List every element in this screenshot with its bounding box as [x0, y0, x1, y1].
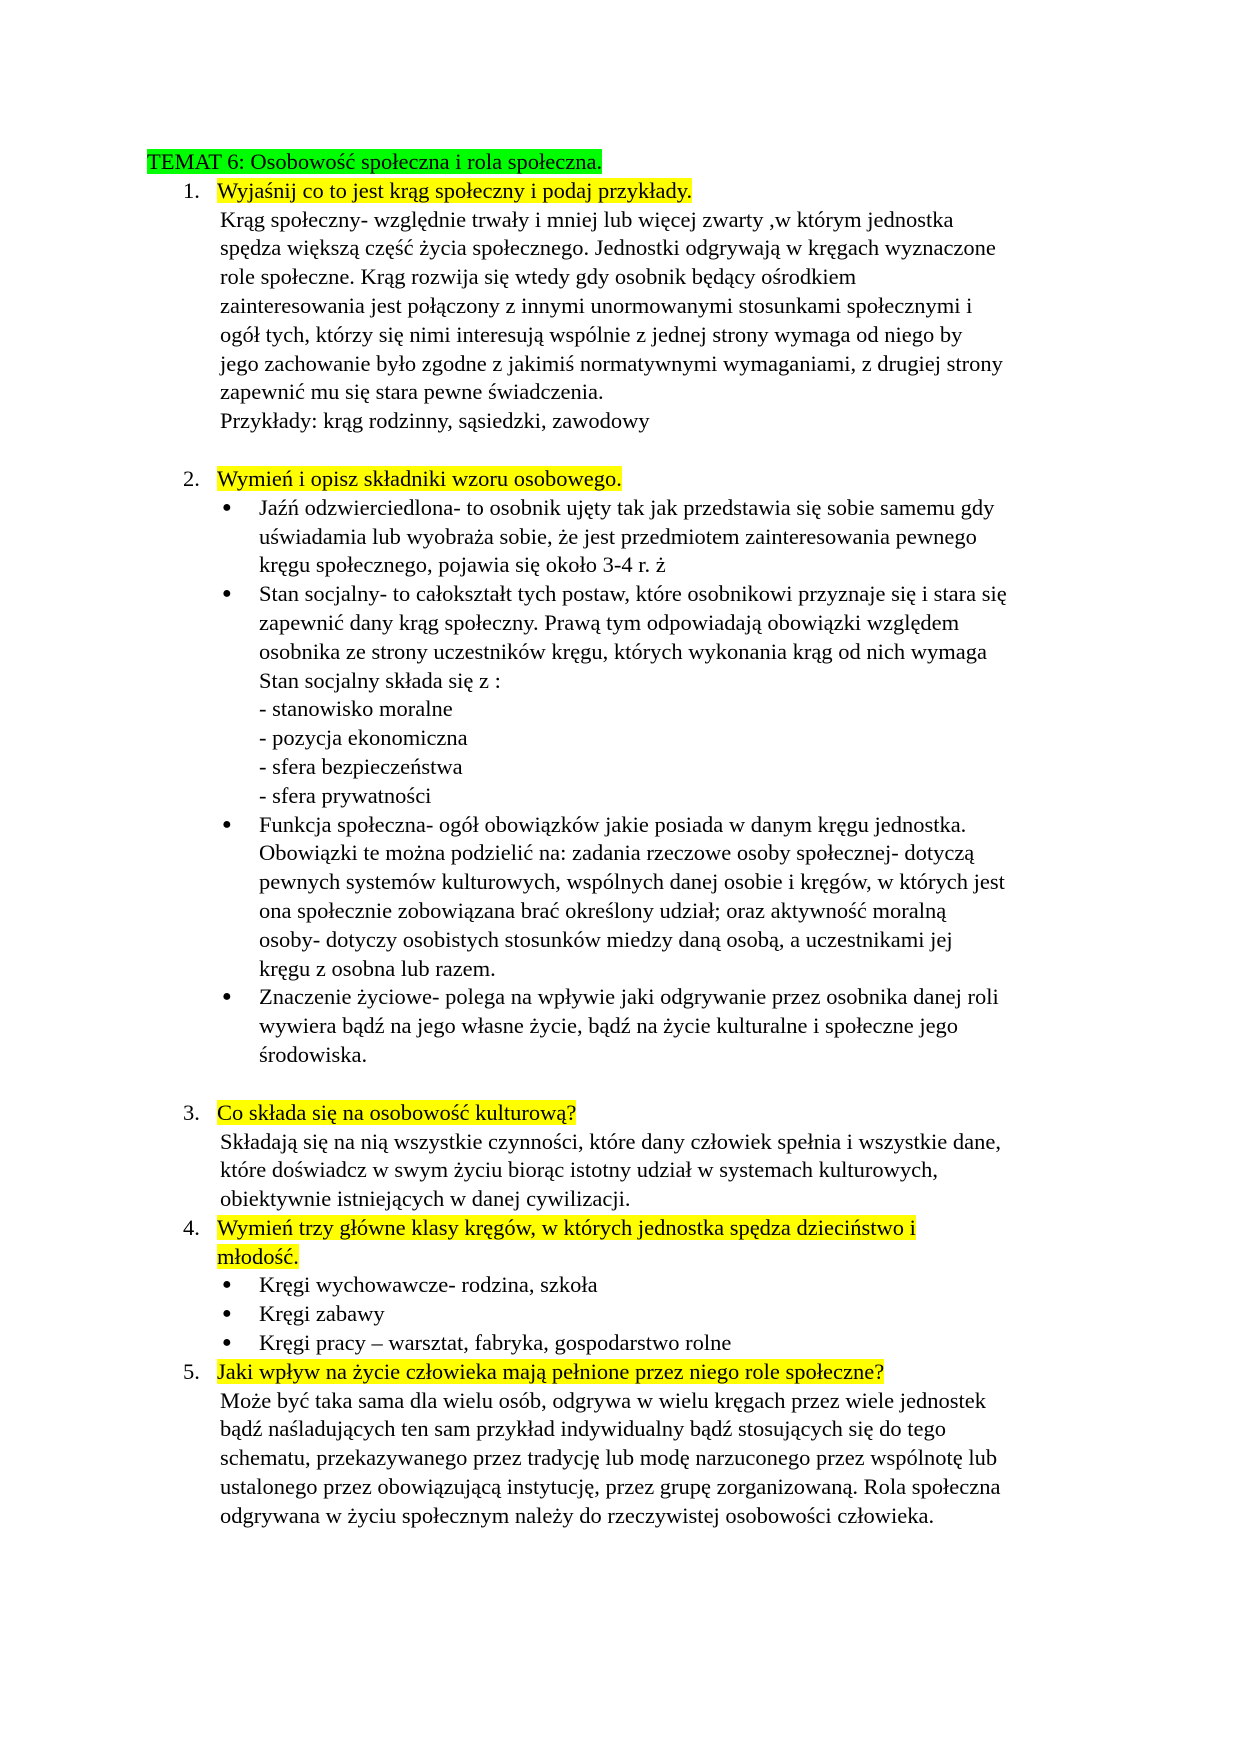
spacer	[147, 1070, 1107, 1099]
bullet-item	[147, 1329, 1107, 1358]
bullet-icon: ●	[222, 1334, 232, 1352]
bullet-line: kręgu z osobna lub razem.	[259, 955, 496, 981]
bullet-text	[259, 1271, 1107, 1300]
question-1	[147, 177, 1107, 206]
section-5	[147, 1358, 1107, 1531]
answer-3	[147, 1128, 1107, 1214]
question-line	[217, 1243, 1107, 1272]
bullet-line: środowiska.	[259, 1041, 368, 1067]
section-2	[147, 465, 1107, 1070]
title-text: TEMAT 6: Osobowość społeczna i rola społeczna.	[147, 149, 603, 174]
question-number: 2.	[183, 465, 200, 491]
section-1	[147, 177, 1107, 436]
bullet-item	[147, 983, 1107, 1069]
bullet-line: wywiera bądź na jego własne życie, bądź na życie kulturalne i społeczne jego	[259, 1013, 959, 1039]
section-4	[147, 1214, 1107, 1358]
bullet-line: - stanowisko moralne	[259, 696, 453, 722]
answer-line: Przykłady: krąg rodzinny, sąsiedzki, zawodowy	[220, 408, 650, 434]
bullet-text	[259, 580, 1107, 810]
question-number: 5.	[183, 1358, 200, 1384]
question-line	[217, 465, 1107, 494]
question-number: 4.	[183, 1214, 200, 1240]
bullet-line: - sfera prywatności	[259, 782, 432, 808]
question-text	[217, 1099, 1107, 1128]
bullet-text	[259, 983, 1107, 1069]
answer-line: obiektywnie istniejących w danej cywilizacji.	[220, 1186, 631, 1212]
bullet-line: - pozycja ekonomiczna	[259, 725, 468, 751]
question-text	[217, 177, 1107, 206]
bullet-line: pewnych systemów kulturowych, wspólnych danej osobie i kręgów, w których jest	[259, 869, 1005, 895]
answer-5	[147, 1387, 1107, 1531]
highlighted-text: Wymień i opisz składniki wzoru osobowego.	[217, 465, 622, 491]
bullet-icon: ●	[222, 1276, 232, 1294]
question-2	[147, 465, 1107, 494]
bullet-icon: ●	[222, 1305, 232, 1323]
bullet-line: Kręgi wychowawcze- rodzina, szkoła	[259, 1272, 598, 1298]
bullet-line: - sfera bezpieczeństwa	[259, 753, 463, 779]
bullet-line: ona społecznie zobowiązana brać określony udział; oraz aktywność moralną	[259, 897, 947, 923]
answer-line: jego zachowanie było zgodne z jakimiś normatywnymi wymaganiami, z drugiej strony	[220, 350, 1003, 376]
highlighted-text: Jaki wpływ na życie człowieka mają pełnione przez niego role społeczne?	[217, 1358, 885, 1384]
bullet-line: Kręgi zabawy	[259, 1301, 385, 1327]
answer-line: zapewnić mu się stara pewne świadczenia.	[220, 379, 604, 405]
question-line	[217, 1214, 1107, 1243]
bullet-item	[147, 494, 1107, 580]
section-3	[147, 1099, 1107, 1214]
bullet-item	[147, 1271, 1107, 1300]
bullet-line: Kręgi pracy – warsztat, fabryka, gospodarstwo rolne	[259, 1330, 732, 1356]
question-text	[217, 1358, 1107, 1387]
bullet-text	[259, 811, 1107, 984]
answer-line: schematu, przekazywanego przez tradycję lub modę narzuconego przez wspólnotę lub	[220, 1445, 998, 1471]
answer-line: odgrywana w życiu społecznym należy do rzeczywistej osobowości człowieka.	[220, 1502, 935, 1528]
highlighted-text: Co składa się na osobowość kulturową?	[217, 1099, 577, 1125]
bullet-line: osobnika ze strony uczestników kręgu, których wykonania krąg od nich wymaga	[259, 638, 987, 664]
question-5	[147, 1358, 1107, 1387]
bullet-icon: ●	[222, 498, 232, 516]
bullet-line: osoby- dotyczy osobistych stosunków miedzy daną osobą, a uczestnikami jej	[259, 926, 953, 952]
answer-line: role społeczne. Krąg rozwija się wtedy gdy osobnik będący ośrodkiem	[220, 264, 857, 290]
bullet-line: Funkcja społeczna- ogół obowiązków jakie posiada w danym kręgu jednostka.	[259, 811, 967, 837]
highlighted-text: Wyjaśnij co to jest krąg społeczny i podaj przykłady.	[217, 177, 693, 203]
question-text	[217, 465, 1107, 494]
bullet-text	[259, 1300, 1107, 1329]
bullet-line: zapewnić dany krąg społeczny. Prawą tym odpowiadają obowiązki względem	[259, 609, 960, 635]
answer-line: Krąg społeczny- względnie trwały i mniej lub więcej zwarty ,w którym jednostka	[220, 206, 954, 232]
question-number: 1.	[183, 177, 200, 203]
highlighted-text: Wymień trzy główne klasy kręgów, w których jednostka spędza dzieciństwo i	[217, 1214, 916, 1240]
bullet-item	[147, 811, 1107, 984]
bullet-line: kręgu społecznego, pojawia się około 3-4 r. ż	[259, 552, 666, 578]
question-line	[217, 1099, 1107, 1128]
bullet-text	[259, 494, 1107, 580]
answer-line: Składają się na nią wszystkie czynności, które dany człowiek spełnia i wszystkie dane,	[220, 1128, 1002, 1154]
answer-line: bądź naśladujących ten sam przykład indywidualny bądź stosujących się do tego	[220, 1416, 947, 1442]
bullet-line: Stan socjalny- to całokształt tych postaw, które osobnikowi przyznaje się i stara się	[259, 581, 1007, 607]
answer-1	[147, 206, 1107, 436]
bullet-icon: ●	[222, 988, 232, 1006]
bullet-icon: ●	[222, 585, 232, 603]
highlighted-text: młodość.	[217, 1243, 299, 1269]
document-body	[147, 148, 1107, 1531]
question-3	[147, 1099, 1107, 1128]
answer-line: spędza większą część życia społecznego. Jednostki odgrywają w kręgach wyznaczone	[220, 235, 996, 261]
bullet-line: Stan socjalny składa się z :	[259, 667, 501, 693]
question-line	[217, 177, 1107, 206]
bullet-line: Znaczenie życiowe- polega na wpływie jaki odgrywanie przez osobnika danej roli	[259, 984, 999, 1010]
bullet-item	[147, 1300, 1107, 1329]
answer-line: zainteresowania jest połączony z innymi unormowanymi stosunkami społecznymi i	[220, 292, 973, 318]
bullet-line: uświadamia lub wyobraża sobie, że jest przedmiotem zainteresowania pewnego	[259, 523, 977, 549]
spacer	[147, 436, 1107, 465]
question-text	[217, 1214, 1107, 1272]
answer-line: które doświadcz w swym życiu biorąc istotny udział w systemach kulturowych,	[220, 1157, 938, 1183]
answer-line: ustalonego przez obowiązującą instytucję, przez grupę zorganizowaną. Rola społeczna	[220, 1474, 1001, 1500]
answer-line: Może być taka sama dla wielu osób, odgrywa w wielu kręgach przez wiele jednostek	[220, 1387, 986, 1413]
bullet-line: Jaźń odzwierciedlona- to osobnik ujęty tak jak przedstawia się sobie samemu gdy	[259, 494, 995, 520]
bullet-text	[259, 1329, 1107, 1358]
question-line	[217, 1358, 1107, 1387]
document-title	[147, 148, 1107, 177]
answer-line: ogół tych, którzy się nimi interesują wspólnie z jednej strony wymaga od niego by	[220, 321, 963, 347]
question-4	[147, 1214, 1107, 1272]
bullet-item	[147, 580, 1107, 810]
bullet-line: Obowiązki te można podzielić na: zadania rzeczowe osoby społecznej- dotyczą	[259, 840, 975, 866]
bullet-icon: ●	[222, 815, 232, 833]
question-number: 3.	[183, 1099, 200, 1125]
